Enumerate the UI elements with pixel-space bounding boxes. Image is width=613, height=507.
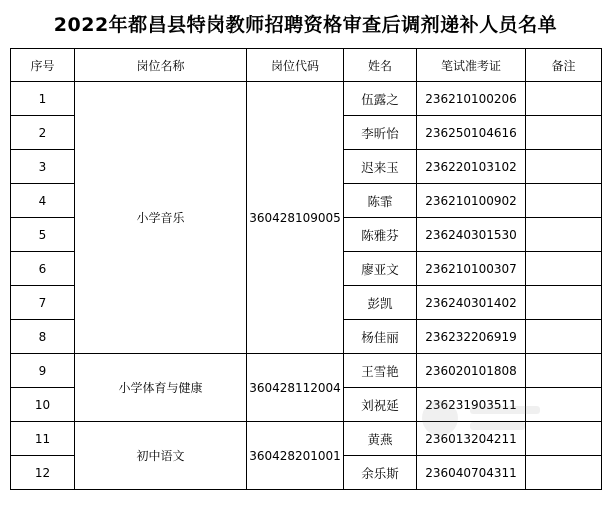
exam-ticket-number: 236231903511: [417, 388, 526, 422]
exam-ticket-number: 236210100307: [417, 252, 526, 286]
note-cell: [526, 218, 602, 252]
applicant-name: 迟来玉: [344, 150, 417, 184]
post-name-cell: 小学体育与健康: [75, 354, 247, 422]
row-number: 11: [11, 422, 75, 456]
row-number: 9: [11, 354, 75, 388]
table-body: [11, 82, 602, 490]
note-cell: [526, 184, 602, 218]
header-note: 备注: [526, 49, 602, 82]
post-name-cell: 初中语文: [75, 422, 247, 490]
header-post-code: 岗位代码: [247, 49, 344, 82]
exam-ticket-number: 236040704311: [417, 456, 526, 490]
post-code-cell: 360428201001: [247, 422, 344, 490]
row-number: 2: [11, 116, 75, 150]
header-no: 序号: [11, 49, 75, 82]
note-cell: [526, 252, 602, 286]
applicant-name: 伍露之: [344, 82, 417, 116]
exam-ticket-number: 236240301530: [417, 218, 526, 252]
exam-ticket-number: 236220103102: [417, 150, 526, 184]
header-ticket: 笔试准考证: [417, 49, 526, 82]
row-number: 3: [11, 150, 75, 184]
post-name-cell: 小学音乐: [75, 82, 247, 354]
row-number: 5: [11, 218, 75, 252]
applicant-name: 廖亚文: [344, 252, 417, 286]
applicant-name: 李昕怡: [344, 116, 417, 150]
applicant-name: 陈雅芬: [344, 218, 417, 252]
row-number: 7: [11, 286, 75, 320]
table-row: [11, 82, 602, 116]
header-name: 姓名: [344, 49, 417, 82]
applicant-name: 杨佳丽: [344, 320, 417, 354]
applicant-name: 黄燕: [344, 422, 417, 456]
note-cell: [526, 456, 602, 490]
applicant-name: 余乐斯: [344, 456, 417, 490]
post-code-cell: 360428109005: [247, 82, 344, 354]
exam-ticket-number: 236013204211: [417, 422, 526, 456]
page-title: 2022年都昌县特岗教师招聘资格审查后调剂递补人员名单: [53, 14, 558, 36]
table-header-row: [11, 49, 602, 82]
note-cell: [526, 116, 602, 150]
note-cell: [526, 320, 602, 354]
header-post-name: 岗位名称: [75, 49, 247, 82]
exam-ticket-number: 236240301402: [417, 286, 526, 320]
applicant-name: 陈霏: [344, 184, 417, 218]
note-cell: [526, 286, 602, 320]
exam-ticket-number: 236020101808: [417, 354, 526, 388]
note-cell: [526, 354, 602, 388]
row-number: 10: [11, 388, 75, 422]
title-bar: [10, 3, 601, 44]
row-number: 12: [11, 456, 75, 490]
applicant-name: 彭凯: [344, 286, 417, 320]
applicant-name: 王雪艳: [344, 354, 417, 388]
exam-ticket-number: 236232206919: [417, 320, 526, 354]
row-number: 1: [11, 82, 75, 116]
post-code-cell: 360428112004: [247, 354, 344, 422]
row-number: 8: [11, 320, 75, 354]
exam-ticket-number: 236210100206: [417, 82, 526, 116]
note-cell: [526, 82, 602, 116]
applicant-table: [10, 48, 602, 490]
note-cell: [526, 422, 602, 456]
table-row: [11, 354, 602, 388]
exam-ticket-number: 236250104616: [417, 116, 526, 150]
exam-ticket-number: 236210100902: [417, 184, 526, 218]
note-cell: [526, 388, 602, 422]
row-number: 6: [11, 252, 75, 286]
table-row: [11, 422, 602, 456]
note-cell: [526, 150, 602, 184]
applicant-name: 刘祝延: [344, 388, 417, 422]
row-number: 4: [11, 184, 75, 218]
